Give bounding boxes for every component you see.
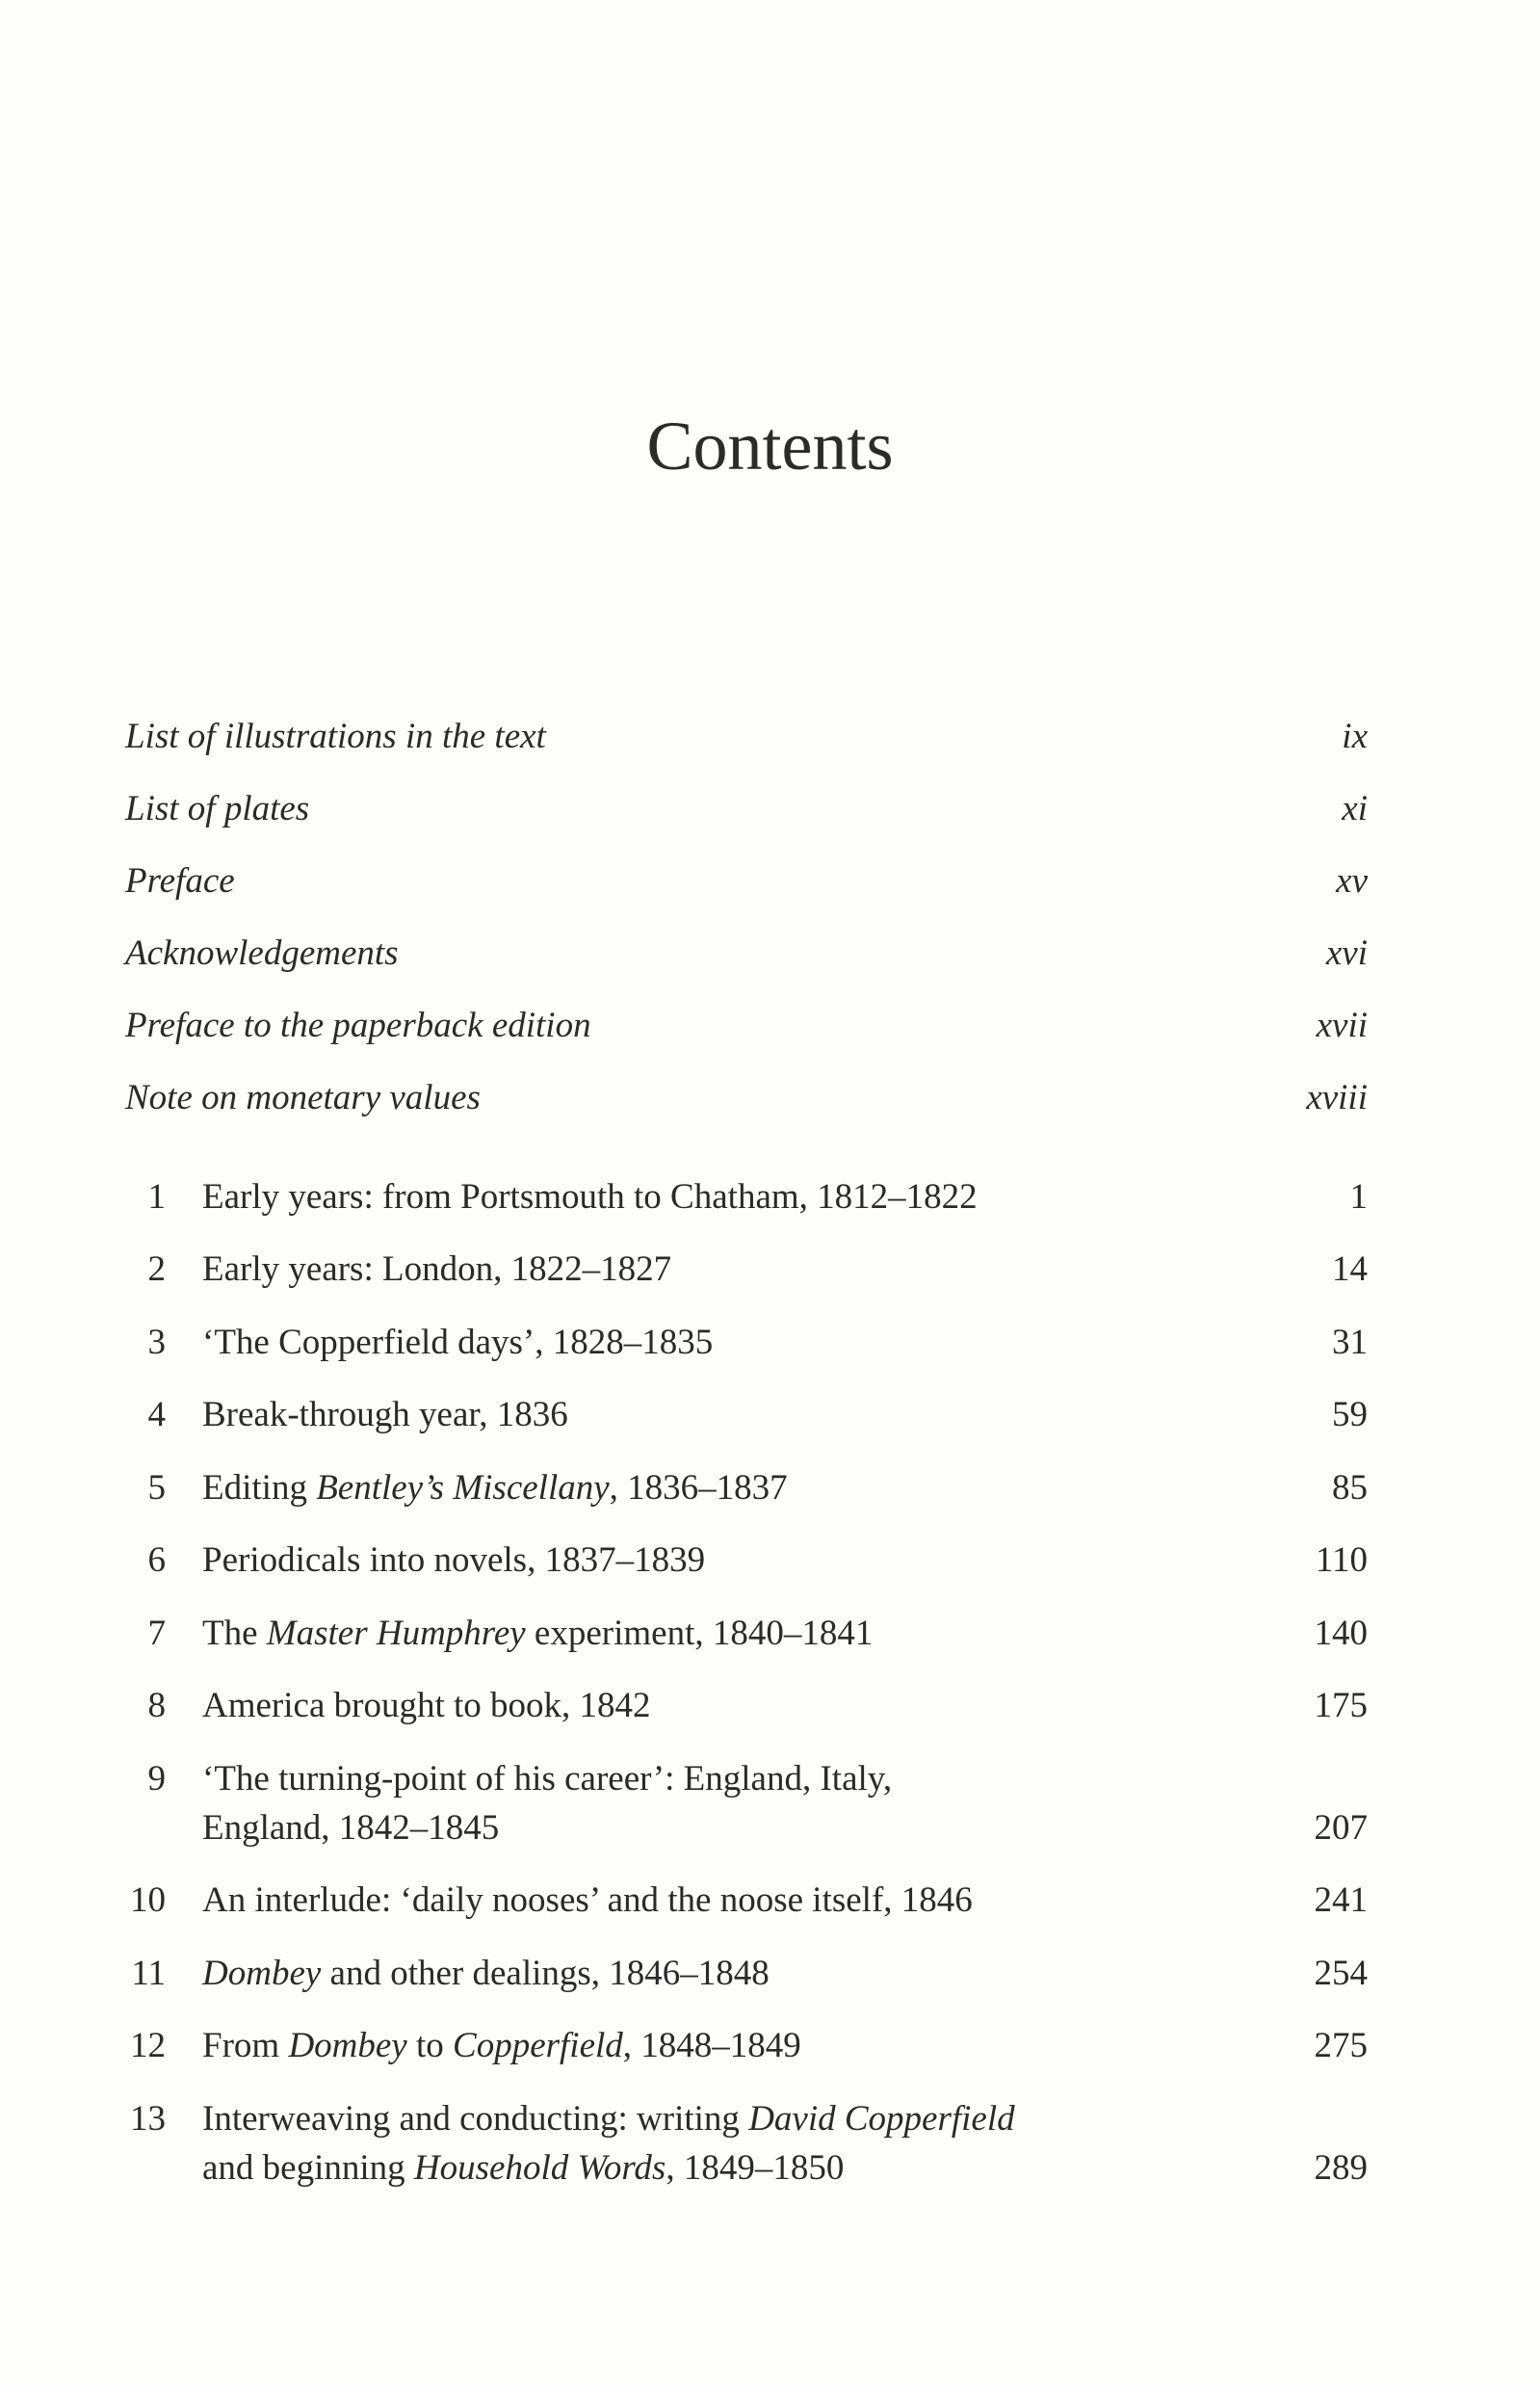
chapter-entry — [125, 1318, 1368, 1367]
chapter-title — [202, 1463, 1223, 1512]
entry-page-number: xvi — [1325, 933, 1368, 973]
title-segment: and beginning — [202, 2148, 414, 2188]
chapter-page-number: 14 — [1332, 1249, 1368, 1289]
chapter-number: 2 — [147, 1249, 166, 1289]
chapter-page-number: 110 — [1315, 1540, 1368, 1580]
chapter-number: 13 — [130, 2099, 166, 2139]
chapter-title — [202, 1318, 1223, 1367]
chapter-number: 8 — [147, 1686, 166, 1725]
front-matter-entry — [125, 1069, 1368, 1127]
chapter-number: 6 — [147, 1540, 166, 1580]
chapter-entry — [125, 1949, 1368, 1998]
title-segment: From — [202, 2026, 289, 2065]
front-matter-entry — [125, 708, 1368, 766]
entry-title: Note on monetary values — [125, 1078, 481, 1117]
italic-title-segment: Copperfield — [453, 2026, 623, 2065]
chapter-title — [202, 1245, 1223, 1294]
chapter-title — [202, 1949, 1223, 1998]
title-segment: ‘The turning-point of his career’: England, Italy, — [202, 1759, 893, 1799]
chapter-title — [202, 2094, 1223, 2193]
chapter-page-number: 85 — [1332, 1468, 1368, 1508]
chapter-entry — [125, 2021, 1368, 2070]
front-matter-entry — [125, 780, 1368, 838]
chapter-number: 4 — [147, 1395, 166, 1434]
italic-title-segment: Household Words — [413, 2148, 666, 2188]
title-segment: Early years: from Portsmouth to Chatham, 1812–1822 — [202, 1177, 978, 1217]
chapter-entry — [125, 1245, 1368, 1294]
front-matter-entry — [125, 925, 1368, 983]
entry-page-number: xv — [1336, 861, 1368, 901]
chapter-entry — [125, 1754, 1368, 1852]
chapter-entry — [125, 2094, 1368, 2193]
chapter-number: 10 — [130, 1880, 166, 1920]
chapter-page-number: 175 — [1314, 1686, 1368, 1725]
chapter-page-number: 140 — [1314, 1614, 1368, 1653]
title-segment: and other dealings, 1846–1848 — [321, 1954, 770, 1993]
chapter-page-number: 31 — [1332, 1323, 1368, 1362]
chapter-page-number: 1 — [1349, 1177, 1368, 1217]
italic-title-segment: Bentley’s Miscellany — [316, 1468, 610, 1508]
title-segment: Editing — [202, 1468, 317, 1508]
chapter-page-number: 207 — [1314, 1808, 1368, 1848]
chapter-page-number: 275 — [1314, 2026, 1368, 2065]
entry-page-number: xviii — [1306, 1078, 1368, 1117]
chapter-page-number: 241 — [1314, 1880, 1368, 1920]
title-segment: England, 1842–1845 — [202, 1808, 500, 1848]
title-segment: America brought to book, 1842 — [202, 1686, 651, 1725]
italic-title-segment: Dombey — [202, 1954, 322, 1993]
italic-title-segment: David Copperfield — [748, 2099, 1015, 2139]
chapter-title — [202, 1681, 1223, 1730]
entry-title: List of illustrations in the text — [125, 717, 546, 756]
title-segment: The — [202, 1614, 267, 1653]
title-segment: Early years: London, 1822–1827 — [202, 1249, 672, 1289]
chapter-title — [202, 1876, 1223, 1925]
title-segment: Periodicals into novels, 1837–1839 — [202, 1540, 706, 1580]
entry-title: Acknowledgements — [125, 933, 399, 973]
chapter-number: 3 — [147, 1323, 166, 1362]
chapter-page-number: 254 — [1314, 1954, 1368, 1993]
chapter-number: 7 — [147, 1614, 166, 1653]
title-segment: An interlude: ‘daily nooses’ and the noose itself, 1846 — [202, 1880, 973, 1920]
italic-title-segment: Dombey — [288, 2026, 407, 2065]
chapter-entry — [125, 1463, 1368, 1512]
title-segment: experiment, 1840–1841 — [525, 1614, 874, 1653]
title-segment: , 1836–1837 — [609, 1468, 788, 1508]
title-segment: , 1849–1850 — [666, 2148, 845, 2188]
chapter-page-number: 59 — [1332, 1395, 1368, 1434]
chapter-title — [202, 1172, 1223, 1221]
italic-title-segment: Master Humphrey — [266, 1614, 526, 1653]
entry-page-number: xvii — [1316, 1006, 1368, 1045]
chapter-number: 11 — [131, 1954, 166, 1993]
title-segment: ‘The Copperfield days’, 1828–1835 — [202, 1323, 714, 1362]
entry-page-number: xi — [1342, 789, 1368, 828]
entry-title: Preface — [125, 861, 235, 901]
title-segment: Interweaving and conducting: writing — [202, 2099, 749, 2139]
chapter-number: 1 — [147, 1177, 166, 1217]
chapter-title — [202, 1754, 1223, 1852]
title-segment: , 1848–1849 — [622, 2026, 801, 2065]
chapter-page-number: 289 — [1314, 2148, 1368, 2188]
chapter-entry — [125, 1536, 1368, 1585]
chapter-entry — [125, 1876, 1368, 1925]
chapter-entry — [125, 1681, 1368, 1730]
chapter-title — [202, 1390, 1223, 1439]
chapter-title — [202, 1536, 1223, 1585]
chapter-number: 9 — [147, 1759, 166, 1799]
chapter-title — [202, 2021, 1223, 2070]
title-segment: to — [406, 2026, 454, 2065]
entry-title: Preface to the paperback edition — [125, 1006, 591, 1045]
entry-title: List of plates — [125, 789, 310, 828]
front-matter-entry — [125, 853, 1368, 910]
front-matter-entry — [125, 997, 1368, 1055]
chapter-entry — [125, 1390, 1368, 1439]
chapter-entry — [125, 1172, 1368, 1221]
chapter-title — [202, 1609, 1223, 1658]
entry-page-number: ix — [1342, 717, 1368, 756]
page-title: Contents — [646, 407, 894, 485]
chapter-entry — [125, 1609, 1368, 1658]
chapter-number: 12 — [130, 2026, 166, 2065]
chapter-number: 5 — [147, 1468, 166, 1508]
title-segment: Break-through year, 1836 — [202, 1395, 568, 1434]
